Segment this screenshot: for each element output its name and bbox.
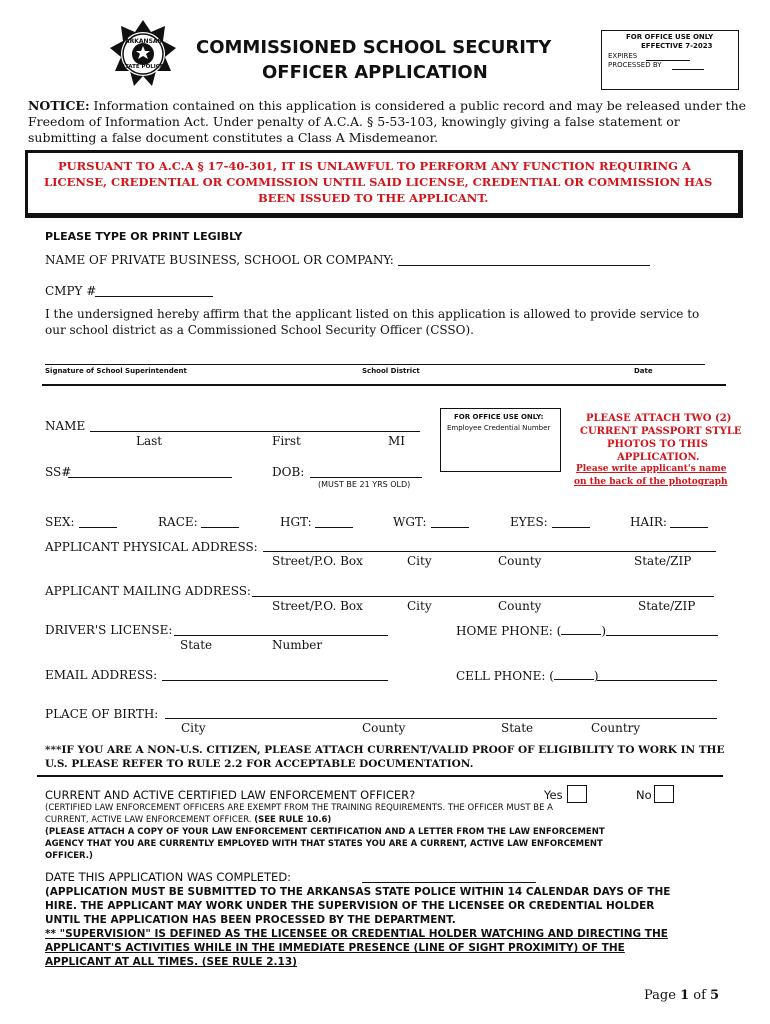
home-phone-field[interactable] bbox=[606, 635, 718, 636]
page-title-line1: COMMISSIONED SCHOOL SECURITY bbox=[196, 37, 552, 58]
credential-box bbox=[440, 408, 561, 472]
processed-by-field[interactable] bbox=[672, 69, 704, 70]
completion-date-label: DATE THIS APPLICATION WAS COMPLETED: bbox=[45, 870, 292, 884]
cell-phone-text: CELL PHONE: ( bbox=[456, 669, 554, 683]
completion-date-field[interactable] bbox=[362, 882, 536, 883]
cmpy-label: CMPY # bbox=[45, 284, 97, 298]
home-phone-label bbox=[456, 623, 606, 638]
credential-number-label: Employee Credential Number bbox=[447, 424, 551, 432]
drivers-license-label: DRIVER'S LICENSE: bbox=[45, 623, 173, 637]
wgt-label: WGT: bbox=[393, 515, 427, 529]
photo-line3: PHOTOS TO THIS bbox=[607, 439, 708, 450]
photo-line1: PLEASE ATTACH TWO (2) bbox=[586, 413, 732, 424]
seal-text-bottom: STATE POLICE bbox=[121, 64, 164, 70]
place-of-birth-field[interactable] bbox=[165, 718, 717, 719]
leo-exempt-line2 bbox=[45, 815, 331, 825]
leo-attach-line3: OFFICER.) bbox=[45, 851, 93, 861]
photo-line6: on the back of the photograph bbox=[574, 477, 728, 487]
leo-attach-line1: (PLEASE ATTACH A COPY OF YOUR LAW ENFORCEMENT CERTIFICATION AND A LETTER FROM THE LAW ENFORCEMENT bbox=[45, 827, 605, 837]
dob-label: DOB: bbox=[272, 465, 305, 479]
pob-county: County bbox=[362, 721, 406, 735]
first-label: First bbox=[272, 434, 301, 448]
name-label: NAME bbox=[45, 419, 86, 433]
leo-exempt-rule: (SEE RULE 10.6) bbox=[254, 815, 332, 825]
last-label: Last bbox=[136, 434, 163, 448]
race-field[interactable] bbox=[201, 527, 239, 528]
pob-state: State bbox=[501, 721, 534, 735]
processed-by-label: PROCESSED BY bbox=[608, 61, 662, 69]
affirm-line1: I the undersigned hereby affirm that the applicant listed on this application is allowed to provide service to bbox=[45, 307, 700, 321]
date-label: Date bbox=[634, 367, 653, 375]
supervision-line3: APPLICANT AT ALL TIMES. (SEE RULE 2.13) bbox=[45, 956, 297, 968]
warning-line1: PURSUANT TO A.C.A § 17-40-301, IT IS UNLAWFUL TO PERFORM ANY FUNCTION REQUIRING A bbox=[58, 159, 691, 173]
eyes-field[interactable] bbox=[552, 527, 590, 528]
photo-line5: Please write applicant's name bbox=[576, 464, 727, 474]
leo-exempt-text: CURRENT, ACTIVE LAW ENFORCEMENT OFFICER. bbox=[45, 815, 255, 825]
notice-line2: Freedom of Information Act. Under penalty of A.C.A. § 5-53-103, knowingly giving a false statement or bbox=[28, 114, 680, 129]
supervision-line1: ** "SUPERVISION" IS DEFINED AS THE LICENSEE OR CREDENTIAL HOLDER WATCHING AND DIRECTING THE bbox=[45, 928, 668, 940]
email-label: EMAIL ADDRESS: bbox=[45, 668, 158, 682]
sex-label: SEX: bbox=[45, 515, 75, 529]
physical-county: County bbox=[498, 554, 542, 568]
eyes-label: EYES: bbox=[510, 515, 548, 529]
leo-question: CURRENT AND ACTIVE CERTIFIED LAW ENFORCEMENT OFFICER? bbox=[45, 788, 416, 802]
submit-line3: UNTIL THE APPLICATION HAS BEEN PROCESSED BY THE DEPARTMENT. bbox=[45, 914, 456, 926]
drivers-license-field[interactable] bbox=[174, 635, 388, 636]
home-phone-area[interactable] bbox=[561, 623, 601, 635]
cmpy-field[interactable] bbox=[95, 296, 213, 297]
business-field[interactable] bbox=[398, 265, 650, 266]
email-field[interactable] bbox=[162, 680, 388, 681]
hgt-field[interactable] bbox=[315, 527, 353, 528]
business-label: NAME OF PRIVATE BUSINESS, SCHOOL OR COMPANY: bbox=[45, 253, 394, 267]
home-phone-text: HOME PHONE: ( bbox=[456, 624, 562, 638]
sex-field[interactable] bbox=[79, 527, 117, 528]
expires-label: EXPIRES bbox=[608, 52, 638, 60]
physical-city: City bbox=[407, 554, 432, 568]
leo-yes-label: Yes bbox=[544, 788, 563, 802]
print-legibly: PLEASE TYPE OR PRINT LEGIBLY bbox=[45, 230, 243, 243]
page-title-line2: OFFICER APPLICATION bbox=[262, 62, 488, 83]
name-field[interactable] bbox=[90, 431, 420, 432]
leo-attach-line2: AGENCY THAT YOU ARE CURRENTLY EMPLOYED WITH THAT STATES YOU ARE A CURRENT, ACTIVE LAW ENFORCEMENT bbox=[45, 839, 603, 849]
leo-no-label: No bbox=[636, 788, 652, 802]
page-num: 1 bbox=[680, 988, 690, 1003]
notice-line1 bbox=[28, 98, 746, 113]
signature-line[interactable] bbox=[45, 364, 705, 365]
notice-label: NOTICE: bbox=[28, 98, 90, 113]
page-prefix: Page bbox=[644, 988, 681, 1003]
office-use-title: FOR OFFICE USE ONLY bbox=[626, 33, 714, 41]
office-use-effective: EFFECTIVE 7-2023 bbox=[641, 42, 713, 50]
section-divider bbox=[42, 384, 726, 386]
home-phone-close: ) bbox=[601, 624, 607, 638]
dob-note: (MUST BE 21 YRS OLD) bbox=[318, 480, 411, 489]
mi-label: MI bbox=[388, 434, 406, 448]
mailing-state-zip: State/ZIP bbox=[638, 599, 696, 613]
cell-phone-label bbox=[456, 668, 599, 683]
physical-address-field[interactable] bbox=[263, 551, 716, 552]
notice-line3: submitting a false document constitutes a Class A Misdemeanor. bbox=[28, 130, 439, 145]
credential-office-label: FOR OFFICE USE ONLY: bbox=[454, 413, 544, 421]
leo-exempt-line1: (CERTIFIED LAW ENFORCEMENT OFFICERS ARE EXEMPT FROM THE TRAINING REQUIREMENTS. THE OFFICER MUST BE A bbox=[45, 803, 553, 813]
ss-field[interactable] bbox=[68, 477, 232, 478]
page-total: 5 bbox=[710, 988, 720, 1003]
ss-label: SS# bbox=[45, 465, 72, 479]
dl-state-label: State bbox=[180, 638, 213, 652]
dob-field[interactable] bbox=[310, 477, 422, 478]
pob-city: City bbox=[181, 721, 206, 735]
signature-label: Signature of School Superintendent bbox=[45, 367, 187, 375]
office-use-box bbox=[601, 30, 739, 90]
leo-no-checkbox[interactable] bbox=[654, 785, 674, 803]
warning-line2: LICENSE, CREDENTIAL OR COMMISSION UNTIL SAID LICENSE, CREDENTIAL OR COMMISSION HAS bbox=[44, 175, 713, 189]
cell-phone-area[interactable] bbox=[554, 668, 594, 680]
physical-state-zip: State/ZIP bbox=[634, 554, 692, 568]
hair-label: HAIR: bbox=[630, 515, 667, 529]
photo-line2: CURRENT PASSPORT STYLE bbox=[580, 426, 742, 437]
cell-phone-field[interactable] bbox=[597, 680, 717, 681]
pob-country: Country bbox=[591, 721, 641, 735]
cell-phone-close: ) bbox=[593, 669, 599, 683]
state-police-seal bbox=[108, 18, 178, 92]
physical-address-label: APPLICANT PHYSICAL ADDRESS: bbox=[45, 540, 258, 554]
mailing-address-label: APPLICANT MAILING ADDRESS: bbox=[45, 584, 251, 598]
hair-field[interactable] bbox=[670, 527, 708, 528]
mailing-county: County bbox=[498, 599, 542, 613]
supervision-line2: APPLICANT'S ACTIVITIES WHILE IN THE IMMEDIATE PRESENCE (LINE OF SIGHT PROXIMITY) OF THE bbox=[45, 942, 625, 954]
page-number bbox=[644, 988, 719, 1003]
race-label: RACE: bbox=[158, 515, 198, 529]
mailing-address-field[interactable] bbox=[252, 596, 714, 597]
hgt-label: HGT: bbox=[280, 515, 312, 529]
notice-text-1: Information contained on this application is considered a public record and may be released under the bbox=[89, 98, 747, 113]
photo-line4: APPLICATION. bbox=[617, 452, 700, 463]
wgt-field[interactable] bbox=[431, 527, 469, 528]
leo-yes-checkbox[interactable] bbox=[567, 785, 587, 803]
affirm-line2: our school district as a Commissioned School Security Officer (CSSO). bbox=[45, 323, 474, 337]
seal-text-top: ARKANSAS bbox=[125, 38, 162, 45]
noncitizen-line1: ***IF YOU ARE A NON-U.S. CITIZEN, PLEASE ATTACH CURRENT/VALID PROOF OF ELIGIBILITY TO WORK IN THE bbox=[45, 744, 725, 756]
submit-line2: HIRE. THE APPLICANT MAY WORK UNDER THE SUPERVISION OF THE LICENSEE OR CREDENTIAL HOLDER bbox=[45, 900, 655, 912]
submit-line1: (APPLICATION MUST BE SUBMITTED TO THE ARKANSAS STATE POLICE WITHIN 14 CALENDAR DAYS OF THE bbox=[45, 886, 671, 898]
mailing-city: City bbox=[407, 599, 432, 613]
section-divider-2 bbox=[37, 775, 723, 777]
mailing-street: Street/P.O. Box bbox=[272, 599, 363, 613]
warning-line3: BEEN ISSUED TO THE APPLICANT. bbox=[258, 191, 489, 205]
physical-street: Street/P.O. Box bbox=[272, 554, 363, 568]
page-of: of bbox=[689, 988, 711, 1003]
noncitizen-line2: U.S. PLEASE REFER TO RULE 2.2 FOR ACCEPTABLE DOCUMENTATION. bbox=[45, 758, 474, 770]
place-of-birth-label: PLACE OF BIRTH: bbox=[45, 707, 159, 721]
dl-number-label: Number bbox=[272, 638, 323, 652]
district-label: School District bbox=[362, 367, 420, 375]
